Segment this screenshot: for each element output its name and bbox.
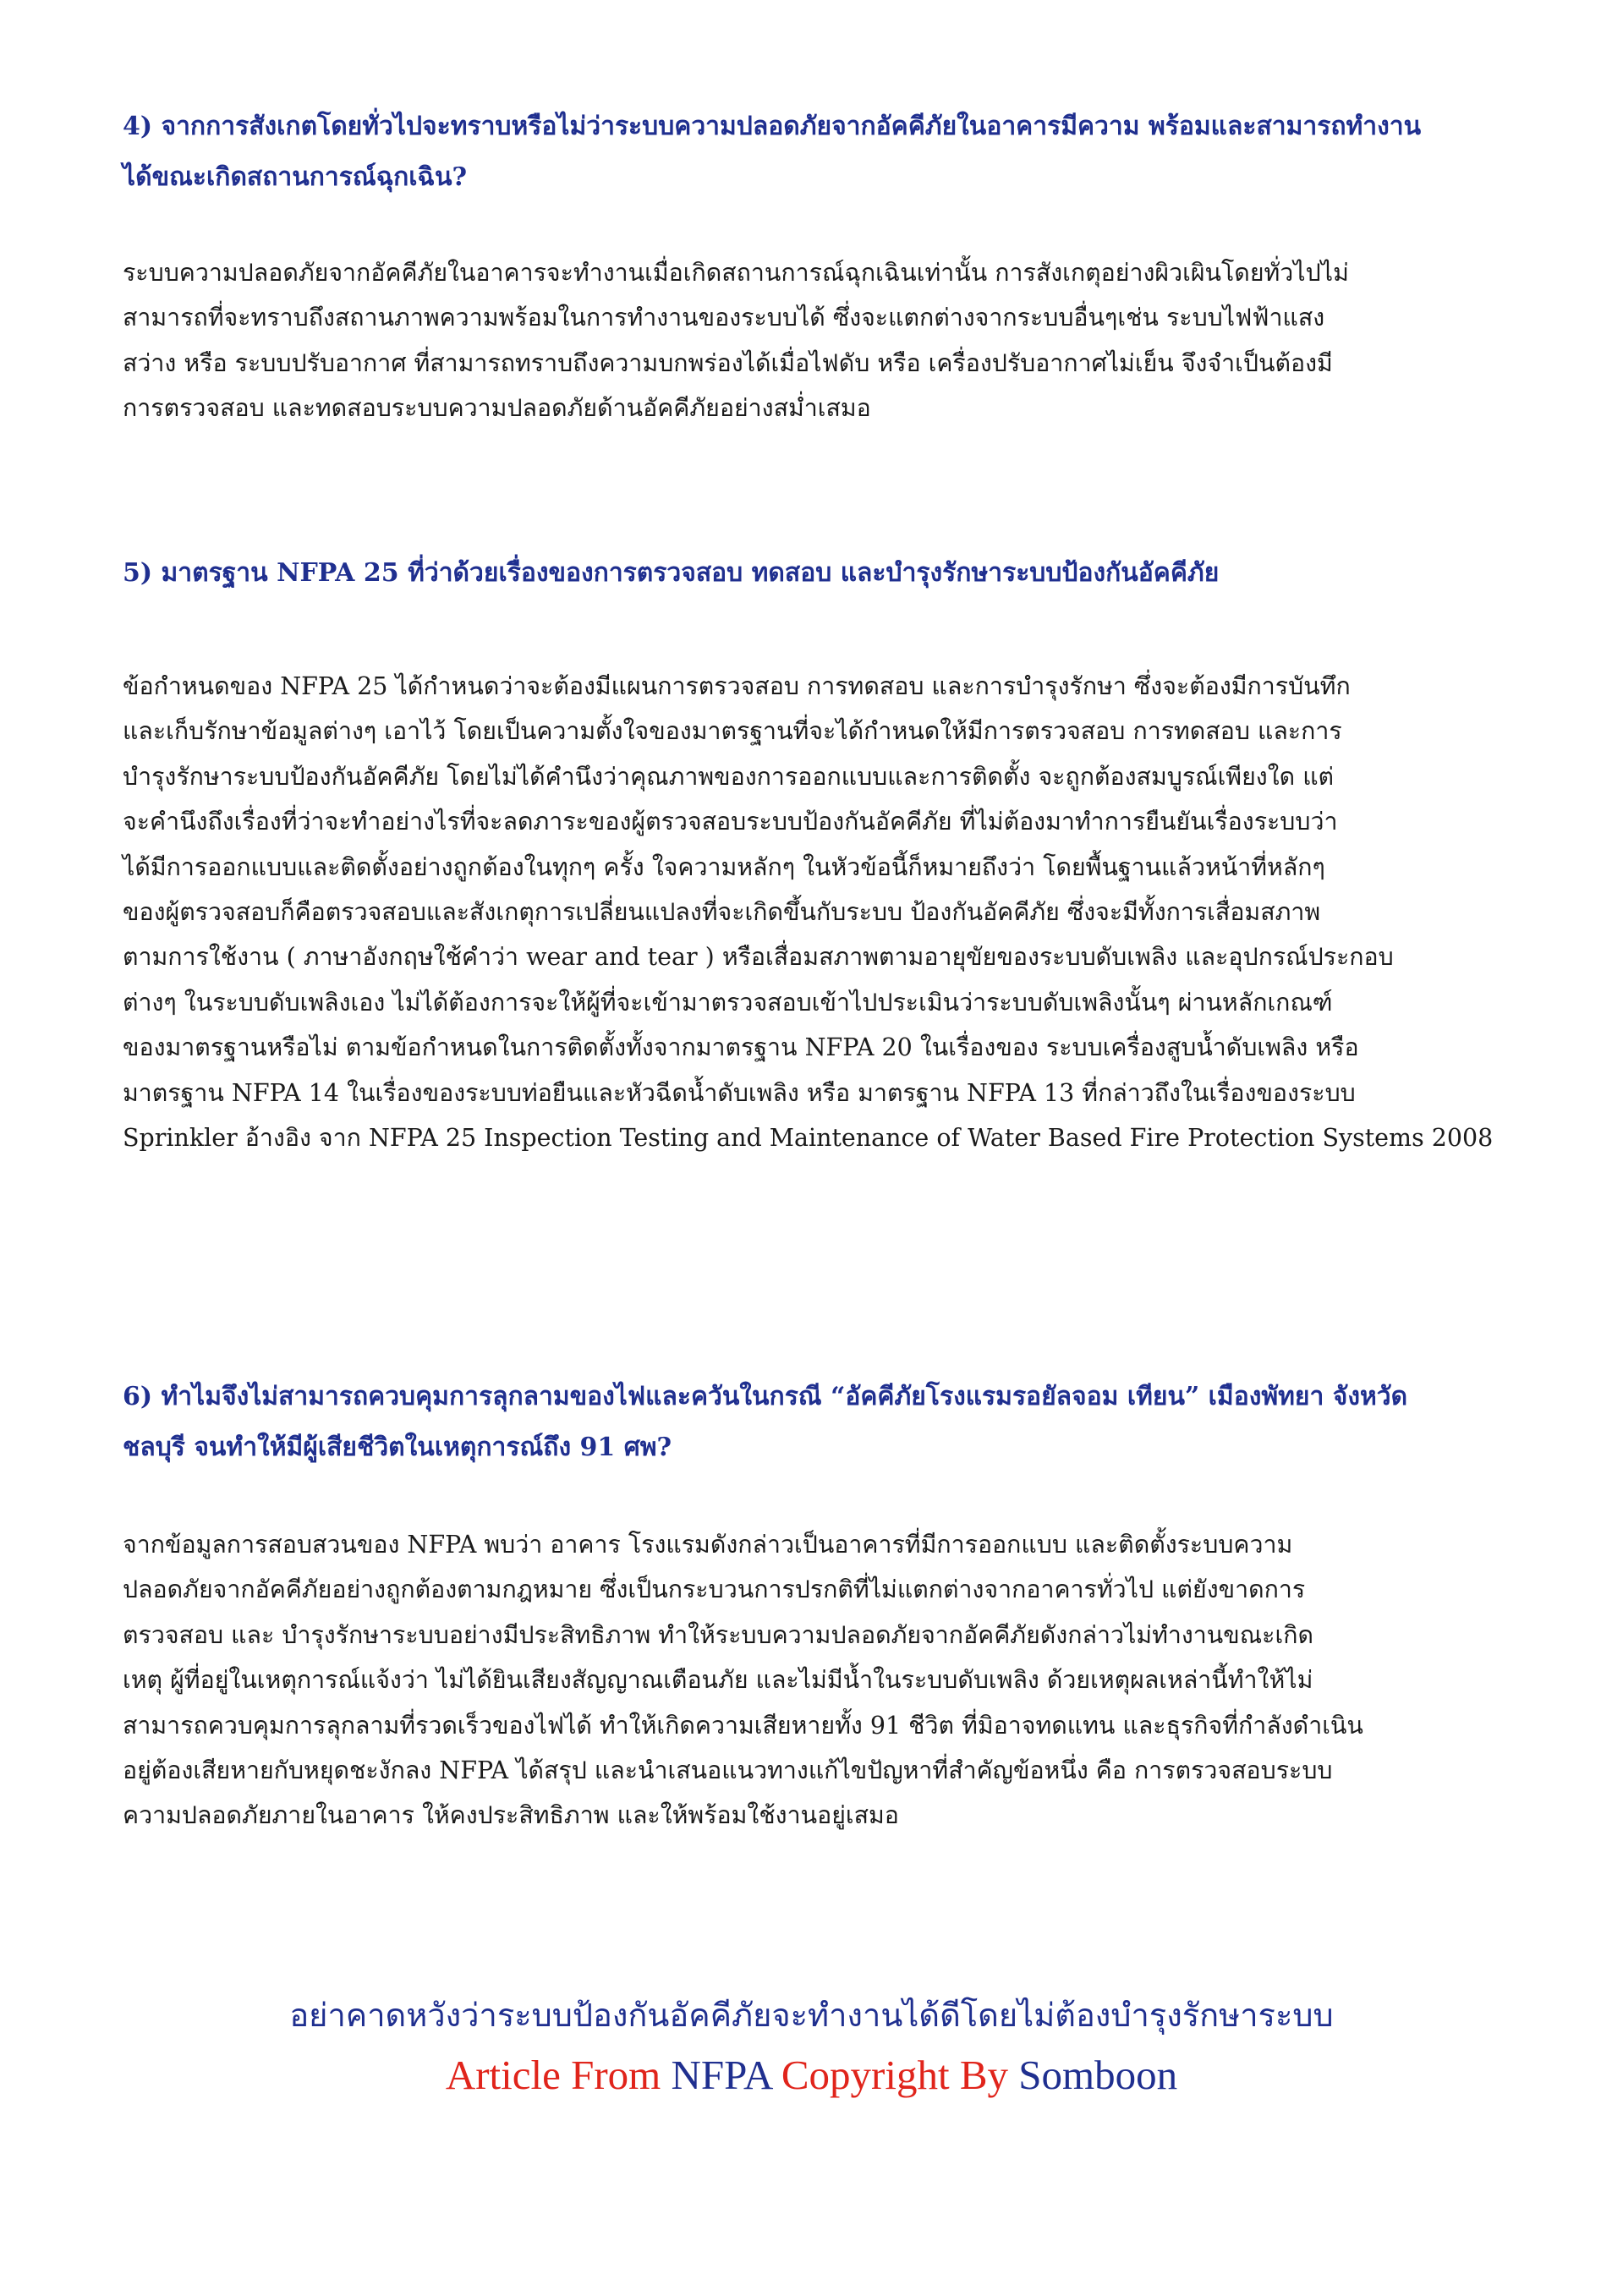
body-line: เหตุ ผู้ที่อยู่ในเหตุการณ์แจ้งว่า ไม่ได้ยินเสียงสัญญาณเตือนภัย และไม่มีน้ำในระบบดับเพลิง ด้วยเหตุผลเหล่านี้ทำให้ไม่ — [123, 1666, 1313, 1695]
heading-line: 6) ทำไมจึงไม่สามารถควบคุมการลุกลามของไฟและควันในกรณี “อัคคีภัยโรงแรมรอยัลจอม เทียน” เมืองพัทยา จังหวัด — [123, 1382, 1408, 1411]
footer-slogan: อย่าคาดหวังว่าระบบป้องกันอัคคีภัยจะทำงานได้ดีโดยไม่ต้องบำรุงรักษาระบบ — [289, 1997, 1334, 2034]
heading-line: 5) มาตรฐาน NFPA 25 ที่ว่าด้วยเรื่องของการตรวจสอบ ทดสอบ และบำรุงรักษาระบบป้องกันอัคคีภัย — [123, 558, 1220, 588]
credit-text: Article From — [445, 2052, 672, 2098]
section-6 — [123, 1372, 1522, 1473]
section-4-heading — [123, 101, 1522, 203]
body-line: สว่าง หรือ ระบบปรับอากาศ ที่สามารถทราบถึงความบกพร่องได้เมื่อไฟดับ หรือ เครื่องปรับอากาศไม่เย็น จึงจำเป็นต้องมี — [123, 348, 1333, 377]
body-line: ได้มีการออกแบบและติดตั้งอย่างถูกต้องในทุกๆ ครั้ง ใจความหลักๆ ในหัวข้อนี้ก็หมายถึงว่า โดยพื้นฐานแล้วหน้าที่หลักๆ — [123, 852, 1325, 881]
section-6-heading — [123, 1372, 1522, 1473]
heading-line: ได้ขณะเกิดสถานการณ์ฉุกเฉิน? — [123, 162, 468, 192]
body-line: อยู่ต้องเสียหายกับหยุดชะงักลง NFPA ได้สรุป และนำเสนอแนวทางแก้ไขปัญหาที่สำคัญข้อหนึ่ง คือ การตรวจสอบระบบ — [123, 1756, 1333, 1785]
section-5-heading — [123, 548, 1522, 599]
section-5-body — [123, 664, 1522, 1160]
body-line: ระบบความปลอดภัยจากอัคคีภัยในอาคารจะทำงานเมื่อเกิดสถานการณ์ฉุกเฉินเท่านั้น การสังเกตุอย่างผิวเผินโดยทั่วไปไม่ — [123, 259, 1349, 287]
body-line: ความปลอดภัยภายในอาคาร ให้คงประสิทธิภาพ และให้พร้อมใช้งานอยู่เสมอ — [123, 1801, 899, 1830]
footer-credit — [0, 2048, 1623, 2102]
body-line: ตรวจสอบ และ บำรุงรักษาระบบอย่างมีประสิทธิภาพ ทำให้ระบบความปลอดภัยจากอัคคีภัยดังกล่าวไม่ทำงานขณะเกิด — [123, 1620, 1313, 1649]
body-line: ของมาตรฐานหรือไม่ ตามข้อกำหนดในการติดตั้งทั้งจากมาตรฐาน NFPA 20 ในเรื่องของ ระบบเครื่องสูบน้ำดับเพลิง หรือ — [123, 1033, 1359, 1062]
body-line: สามารถที่จะทราบถึงสถานภาพความพร้อมในการทำงานของระบบได้ ซึ่งจะแตกต่างจากระบบอื่นๆเช่น ระบบไฟฟ้าแสง — [123, 304, 1325, 332]
body-line: มาตรฐาน NFPA 14 ในเรื่องของระบบท่อยืนและหัวฉีดน้ำดับเพลิง หรือ มาตรฐาน NFPA 13 ที่กล่าวถึงในเรื่องของระบบ — [123, 1078, 1356, 1107]
body-line: ข้อกำหนดของ NFPA 25 ได้กำหนดว่าจะต้องมีแผนการตรวจสอบ การทดสอบ และการบำรุงรักษา ซึ่งจะต้องมีการบันทึก — [123, 672, 1351, 700]
credit-text: Copyright By — [770, 2052, 1019, 2098]
body-line: ตามการใช้งาน ( ภาษาอังกฤษใช้คำว่า wear and tear ) หรือเสื่อมสภาพตามอายุขัยของระบบดับเพลิง และอุปกรณ์ประกอบ — [123, 943, 1394, 972]
heading-line: ชลบุรี จนทำให้มีผู้เสียชีวิตในเหตุการณ์ถึง 91 ศพ? — [123, 1433, 672, 1462]
body-line: บำรุงรักษาระบบป้องกันอัคคีภัย โดยไม่ได้คำนึงว่าคุณภาพของการออกแบบและการติดตั้ง จะถูกต้องสมบูรณ์เพียงใด แต่ — [123, 762, 1335, 791]
credit-org: NFPA — [671, 2052, 771, 2098]
body-line: การตรวจสอบ และทดสอบระบบความปลอดภัยด้านอัคคีภัยอย่างสม่ำเสมอ — [123, 394, 871, 423]
body-line: Sprinkler อ้างอิง จาก NFPA 25 Inspection Testing and Maintenance of Water Based Fire Protection Systems 2008 — [123, 1124, 1494, 1153]
body-line: และเก็บรักษาข้อมูลต่างๆ เอาไว้ โดยเป็นความตั้งใจของมาตรฐานที่จะได้กำหนดให้มีการตรวจสอบ การทดสอบ และการ — [123, 717, 1342, 746]
body-line: สามารถควบคุมการลุกลามที่รวดเร็วของไฟได้ ทำให้เกิดความเสียหายทั้ง 91 ชีวิต ที่มิอาจทดแทน และธุรกิจที่กำลังดำเนิน — [123, 1711, 1363, 1740]
body-line: จะคำนึงถึงเรื่องที่ว่าจะทำอย่างไรที่จะลดภาระของผู้ตรวจสอบระบบป้องกันอัคคีภัย ที่ไม่ต้องมาทำการยืนยันเรื่องระบบว่า — [123, 808, 1338, 836]
body-line: ปลอดภัยจากอัคคีภัยอย่างถูกต้องตามกฎหมาย ซึ่งเป็นกระบวนการปรกติที่ไม่แตกต่างจากอาคารทั่วไป แต่ยังขาดการ — [123, 1575, 1306, 1604]
body-line: ของผู้ตรวจสอบก็คือตรวจสอบและสังเกตุการเปลี่ยนแปลงที่จะเกิดขึ้นกับระบบ ป้องกันอัคคีภัย ซึ่งจะมีทั้งการเสื่อมสภาพ — [123, 898, 1321, 927]
heading-line: 4) จากการสังเกตโดยทั่วไปจะทราบหรือไม่ว่าระบบความปลอดภัยจากอัคคีภัยในอาคารมีความ พร้อมและสามารถทำงาน — [123, 112, 1422, 141]
section-4 — [123, 101, 1522, 203]
credit-author: Somboon — [1018, 2052, 1178, 2098]
section-4-body — [123, 250, 1522, 431]
section-6-body — [123, 1522, 1522, 1838]
section-5 — [123, 548, 1522, 599]
body-line: จากข้อมูลการสอบสวนของ NFPA พบว่า อาคาร โรงแรมดังกล่าวเป็นอาคารที่มีการออกแบบ และติดตั้งระบบความ — [123, 1531, 1293, 1559]
body-line: ต่างๆ ในระบบดับเพลิงเอง ไม่ได้ต้องการจะให้ผู้ที่จะเข้ามาตรวจสอบเข้าไปประเมินว่าระบบดับเพลิงนั้นๆ ผ่านหลักเกณฑ์ — [123, 988, 1333, 1016]
